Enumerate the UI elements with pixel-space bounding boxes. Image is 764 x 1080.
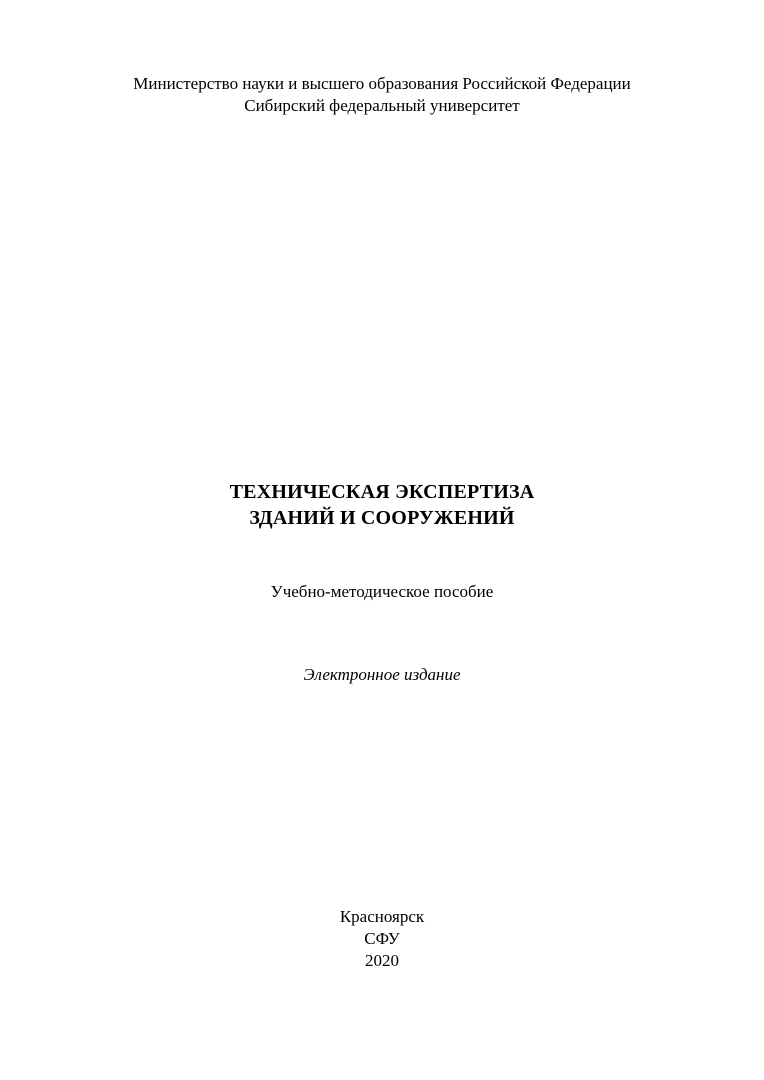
document-title-line-1: ТЕХНИЧЕСКАЯ ЭКСПЕРТИЗА: [229, 481, 535, 503]
document-title-line-2: ЗДАНИЙ И СООРУЖЕНИЙ: [249, 507, 515, 529]
edition-note: Электронное издание: [303, 665, 461, 684]
imprint-city: Красноярск: [339, 907, 425, 926]
university-line: Сибирский федеральный университет: [244, 96, 520, 115]
document-subtitle: Учебно-методическое пособие: [270, 582, 494, 601]
imprint-year: 2020: [365, 951, 399, 970]
ministry-line: Министерство науки и высшего образования Российской Федерации: [133, 74, 631, 93]
imprint-publisher: СФУ: [364, 929, 400, 948]
